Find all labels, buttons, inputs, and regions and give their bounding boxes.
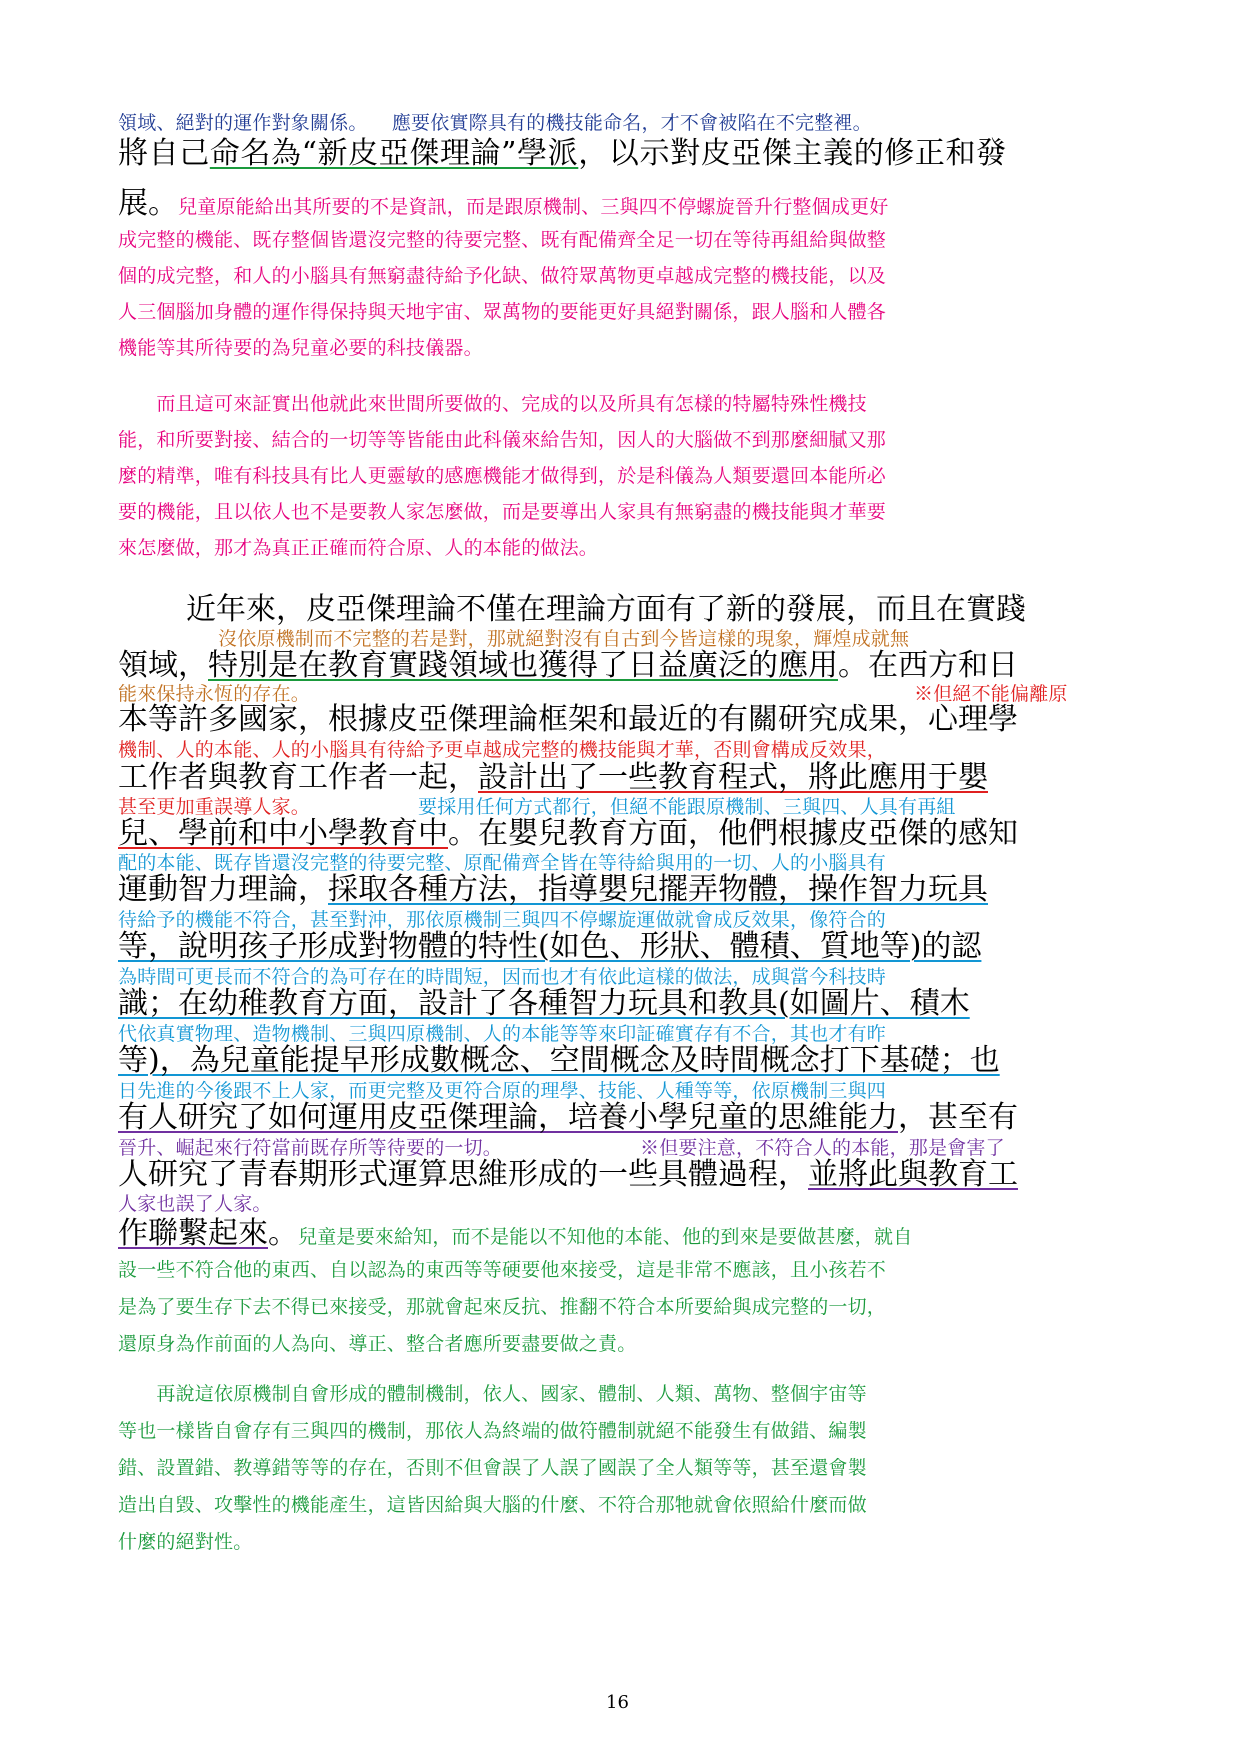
annotation-line: 再說這依原機制自會形成的體制機制，依人、國家、體制、人類、萬物、整個宇宙等: [118, 1383, 867, 1405]
underlined-text: 設計出了一些教育程式，將此應用于嬰: [478, 760, 988, 795]
main-text-line: [118, 1035, 1000, 1079]
main-text-line: [118, 1149, 1018, 1193]
annotation-line: 能，和所要對接、結合的一切等等皆能由此科儀來給告知，因人的大腦做不到那麼細膩又那: [118, 429, 887, 451]
main-text-line: [118, 921, 981, 965]
annotation-line: 個的成完整，和人的小腦具有無窮盡待給予化缺、做符眾萬物更卓越成完整的機技能，以及: [118, 265, 887, 287]
annotation-line: 為時間可更長而不符合的為可存在的時間短，因而也才有依此這樣的做法，成與當今科技時: [118, 966, 887, 988]
underlined-text: 兒、學前和中小學教育中: [118, 816, 448, 851]
main-text: 人研究了青春期形式運算思維形成的一些具體過程，: [118, 1157, 808, 1192]
main-text: 。: [268, 1216, 298, 1251]
underlined-text: 特別是在教育實踐領域也獲得了日益廣泛的應用: [208, 648, 838, 683]
annotation-line: 人家也誤了人家。: [118, 1193, 272, 1215]
underlined-text: 命名為“新皮亞傑理論”學派: [209, 136, 579, 171]
annotation-line: 成完整的機能、既存整個皆還沒完整的待要完整、既有配備齊全足一切在等待再組給與做整: [118, 229, 887, 251]
annotation-line: 是為了要生存下去不得已來接受，那就會起來反抗、推翻不符合本所要給與成完整的一切，: [118, 1296, 887, 1318]
annotation-line: 造出自毀、攻擊性的機能產生，這皆因給與大腦的什麼、不符合那牠就會依照給什麼而做: [118, 1494, 867, 1516]
annotation-line: ※但要注意，不符合人的本能，那是會害了: [640, 1137, 1005, 1159]
annotation-text: 領域、絕對的運作對象關係。: [118, 112, 368, 134]
annotation-paragraph: [118, 222, 1118, 366]
annotation-line: 設一些不符合他的東西、自以認為的東西等等硬要他來接受，這是非常不應該，且小孩若不: [118, 1259, 887, 1281]
main-text-line: [118, 640, 1018, 684]
annotation-line: 錯、設置錯、教導錯等等的存在，否則不但會誤了人誤了國誤了全人類等等，甚至還會製: [118, 1457, 867, 1479]
main-text: 展。: [118, 186, 178, 221]
underlined-text: 並將此與教育工: [808, 1157, 1018, 1192]
annotation-line: 來怎麼做，那才為真正正確而符合原、人的本能的做法。: [118, 537, 599, 559]
annotation-line: 要採用任何方式都行，但絕不能跟原機制、三與四、人具有再組: [418, 796, 956, 818]
paragraph-line: [118, 178, 888, 222]
main-text-line: 本等許多國家，根據皮亞傑理論框架和最近的有關研究成果，心理學: [118, 702, 1018, 737]
main-text: ，以示對皮亞傑主義的修正和發: [578, 136, 1007, 171]
annotation-line: 待給予的機能不符合，甚至對沖，那依原機制三與四不停螺旋運做就會成反效果，像符合的: [118, 909, 887, 931]
underlined-text: 作聯繫起來: [118, 1216, 268, 1251]
annotation-paragraph: [118, 1376, 1118, 1561]
paragraph-line: [118, 1208, 912, 1252]
annotation-line: ※但絕不能偏離原: [914, 683, 1068, 705]
annotation-line: 甚至更加重誤導人家。: [118, 796, 311, 818]
underlined-text: 識；在幼稚教育方面，設計了各種智力玩具和教具(如圖片、積木: [118, 986, 970, 1021]
annotation-line: 機制、人的本能、人的小腦具有待給予更卓越成完整的機技能與才華，否則會構成反效果，: [118, 739, 887, 761]
annotation-line: 能來保持永恆的存在。: [118, 683, 311, 705]
main-text-line: 近年來，皮亞傑理論不僅在理論方面有了新的發展，而且在實踐: [186, 592, 1026, 627]
annotation-line: 要的機能，且以依人也不是要教人家怎麼做，而是要導出人家具有無窮盡的機技能與才華要: [118, 501, 887, 523]
annotation-line: 等也一樣皆自會存有三與四的機制，那依人為終端的做符體制就絕不能發生有做錯、編製: [118, 1420, 867, 1442]
main-text: 將自己: [118, 136, 210, 171]
main-text-line: [118, 128, 1007, 172]
underlined-text: 等，說明孩子形成對物體的特性(如色、形狀、體積、質地等)的認: [118, 929, 982, 964]
annotation-line: 配的本能、既存皆還沒完整的待要完整、原配備齊全皆在等待給與用的一切、人的小腦具有: [118, 852, 887, 874]
main-text-line: [118, 752, 988, 796]
main-text: ，甚至有: [898, 1100, 1018, 1135]
annotation-paragraph: [118, 386, 1118, 566]
annotation-line: 人三個腦加身體的運作得保持與天地宇宙、眾萬物的要能更好具絕對關係，跟人腦和人體各: [118, 301, 887, 323]
annotation-line: 晉升、崛起來行符當前既存所等待要的一切。: [118, 1137, 503, 1159]
main-text: 。在嬰兒教育方面，他們根據皮亞傑的感知: [448, 816, 1018, 851]
main-text: 領域，: [118, 648, 208, 683]
annotation-line: 還原身為作前面的人為向、導正、整合者應所要盡要做之責。: [118, 1333, 637, 1355]
main-text-line: [118, 808, 1018, 852]
annotation-paragraph: [118, 1252, 1118, 1363]
main-text: 工作者與教育工作者一起，: [118, 760, 478, 795]
underlined-text: 有人研究了如何運用皮亞傑理論，培養小學兒童的思維能力: [118, 1100, 898, 1135]
annotation-line: 代依真實物理、造物機制、三與四原機制、人的本能等等來印証確實存有不合，其也才有昨: [118, 1023, 887, 1045]
main-text-line: [118, 1092, 1018, 1136]
annotation-line: 麼的精準，唯有科技具有比人更靈敏的感應機能才做得到，於是科儀為人類要還回本能所必: [118, 465, 887, 487]
main-text: 運動智力理論，: [118, 872, 328, 907]
annotation-line: 什麼的絕對性。: [118, 1531, 253, 1553]
underlined-text: 等)，為兒童能提早形成數概念、空間概念及時間概念打下基礎；也: [118, 1043, 1000, 1078]
page-number: 16: [606, 1692, 629, 1713]
underlined-text: 採取各種方法，指導嬰兒擺弄物體，操作智力玩具: [328, 872, 988, 907]
annotation-text: 應要依實際具有的機技能命名，才不會被陷在不完整裡。: [391, 112, 872, 134]
annotation-text: 兒童原能給出其所要的不是資訊，而是跟原機制、三與四不停螺旋晉升行整個成更好: [178, 196, 889, 218]
annotation-line: 機能等其所待要的為兒童必要的科技儀器。: [118, 337, 483, 359]
main-text-line: [118, 978, 970, 1022]
annotation-line: 沒依原機制而不完整的若是對，那就絕對沒有自古到今皆這樣的現象，輝煌成就無: [218, 628, 910, 650]
main-text: 。在西方和日: [838, 648, 1018, 683]
annotation-line: 日先進的今後跟不上人家，而更完整及更符合原的理學、技能、人種等等，依原機制三與四: [118, 1080, 887, 1102]
main-text-line: [118, 864, 988, 908]
annotation-text: 兒童是要來給知，而不是能以不知他的本能、他的到來是要做甚麼，就自: [298, 1226, 913, 1248]
annotation-line: 而且這可來証實出他就此來世間所要做的、完成的以及所具有怎樣的特屬特殊性機技: [118, 393, 867, 415]
